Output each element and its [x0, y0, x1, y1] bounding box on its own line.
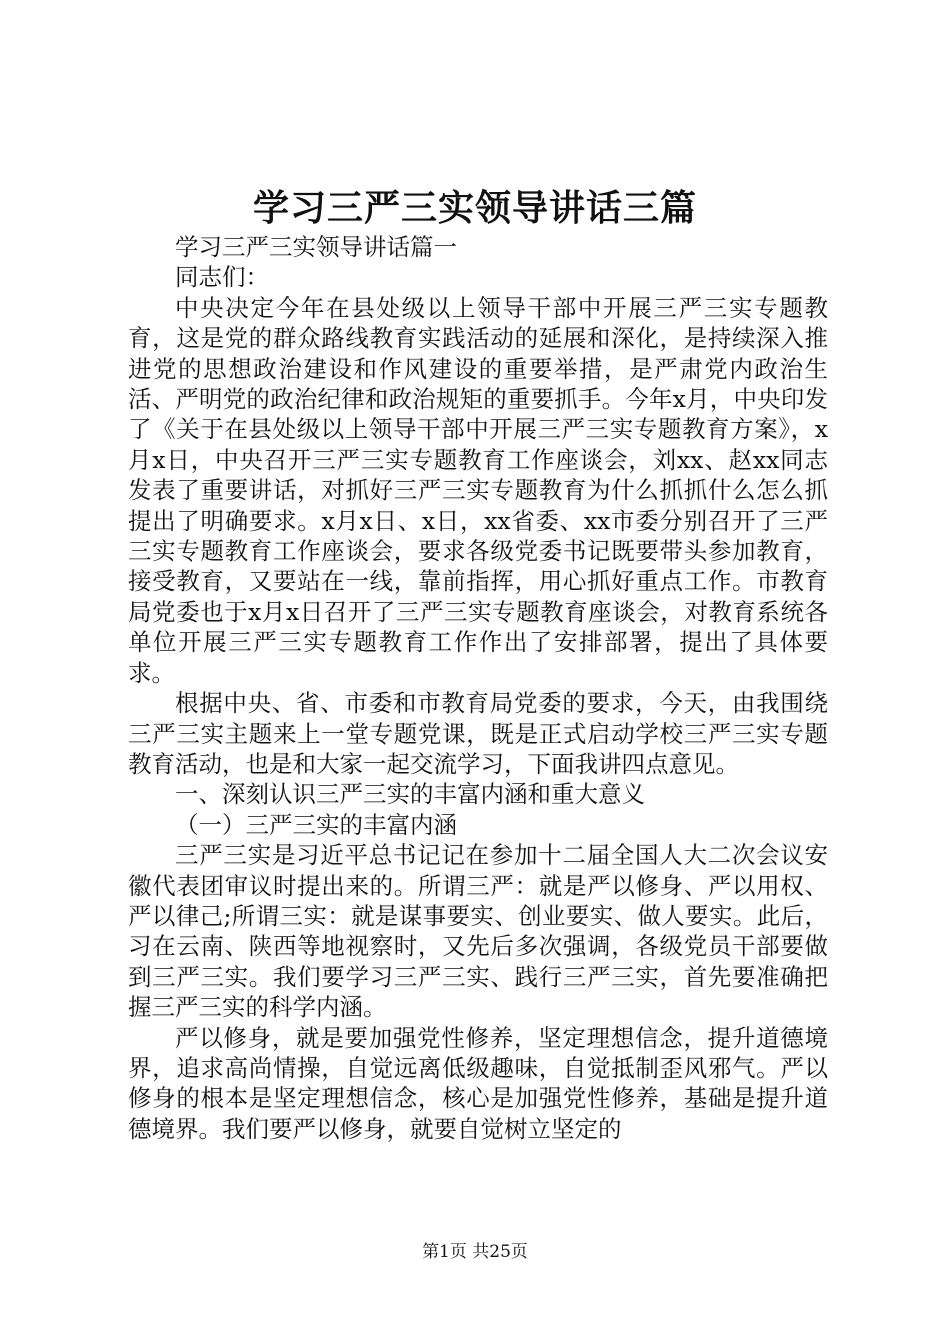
subsection-heading: （一）三严三实的丰富内涵: [175, 810, 457, 839]
section-heading: 学习三严三实领导讲话篇一: [175, 233, 457, 261]
salutation: 同志们：: [175, 263, 269, 292]
paragraph: 严以修身，就是要加强党性修养，坚定理想信念，提升道德境界，追求高尚情操，自觉远离低级趣味，自觉抵制歪风邪气。严以修身的根本是坚定理想信念，核心是加强党性修养，基础是提升道德境界。我们要严以修身，就要自觉树立坚定的: [128, 1023, 828, 1143]
page-footer: 第1页 共25页: [422, 1242, 528, 1262]
paragraph: 中央决定今年在县处级以上领导干部中开展三严三实专题教育，这是党的群众路线教育实践活动的延展和深化，是持续深入推进党的思想政治建设和作风建设的重要举措，是严肃党内政治生活、严明党的政治纪律和政治规矩的重要抓手。今年x月，中央印发了《关于在县处级以上领导干部中开展三严三实专题教育方案》，x月x日，中央召开三严三实专题教育工作座谈会，刘xx、赵xx同志发表了重要讲话，对抓好三严三实专题教育为什么抓抓什么怎么抓提出了明确要求。x月x日、x日，xx省委、xx市委分别召开了三严三实专题教育工作座谈会，要求各级党委书记既要带头参加教育，接受教育，又要站在一线，靠前指挥，用心抓好重点工作。市教育局党委也于x月x日召开了三严三实专题教育座谈会，对教育系统各单位开展三严三实专题教育工作作出了安排部署，提出了具体要求。: [128, 293, 828, 687]
section-heading: 一、深刻认识三严三实的丰富内涵和重大意义: [175, 780, 645, 809]
paragraph: 三严三实是习近平总书记记在参加十二届全国人大二次会议安徽代表团审议时提出来的。所谓三严：就是严以修身、严以用权、严以律己;所谓三实：就是谋事要实、创业要实、做人要实。此后，习在云南、陕西等地视察时，又先后多次强调，各级党员干部要做到三严三实。我们要学习三严三实、践行三严三实，首先要准确把握三严三实的科学内涵。: [128, 841, 828, 1022]
document-body: [128, 232, 828, 1144]
paragraph: 根据中央、省、市委和市教育局党委的要求，今天，由我围绕三严三实主题来上一堂专题党课，既是正式启动学校三严三实专题教育活动，也是和大家一起交流学习，下面我讲四点意见。: [128, 689, 828, 778]
document-title: 学习三严三实领导讲话三篇: [252, 187, 697, 229]
